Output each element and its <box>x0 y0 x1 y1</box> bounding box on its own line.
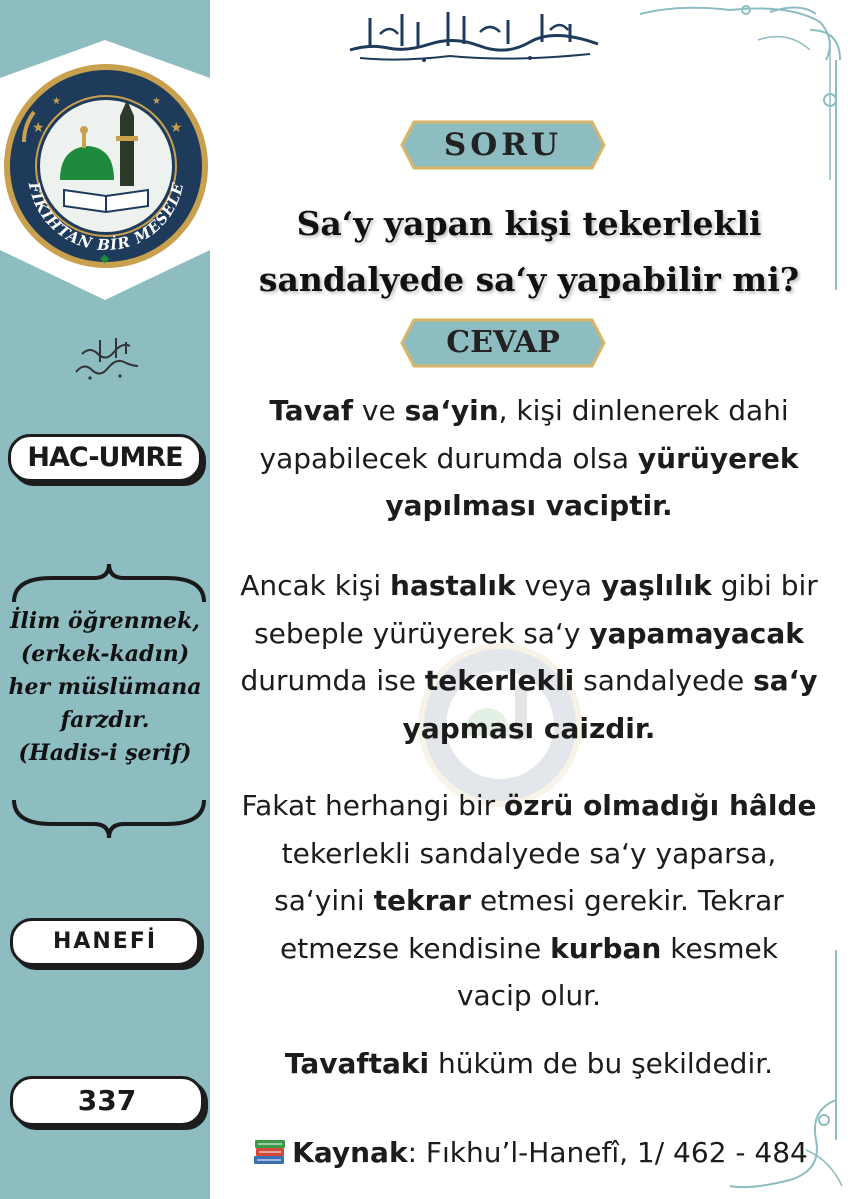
answer-paragraph-4 <box>210 1040 848 1088</box>
hadith-line: farzdır. <box>60 707 150 733</box>
hadith-line: (erkek-kadın) <box>20 641 190 667</box>
answer-banner-label: CEVAP <box>446 325 560 360</box>
answer-line: Tavaftaki hüküm de bu şekildedir. <box>284 1047 774 1080</box>
hadith-line: (Hadis-i şerif) <box>18 740 192 766</box>
answer-paragraph-2 <box>210 562 848 752</box>
answer-line: vacip olur. <box>456 979 602 1012</box>
svg-text:★: ★ <box>152 96 161 107</box>
fikihtan-bir-mesele-logo <box>2 62 210 270</box>
curly-brace-top <box>12 560 206 604</box>
answer-line: yapması caizdir. <box>402 711 656 745</box>
logo-text: FIKIHTAN BİR MESELE <box>24 180 188 255</box>
sidebar <box>0 0 210 1199</box>
question-banner <box>400 120 606 170</box>
answer-line: yapabilecek durumda olsa yürüyerek <box>259 441 799 475</box>
issue-number-badge: 337 <box>10 1076 204 1126</box>
category-badge: HAC-UMRE <box>8 434 202 482</box>
sallallahu-calligraphy-icon <box>70 332 144 384</box>
curly-brace-bottom <box>12 798 206 842</box>
books-icon <box>252 1136 288 1166</box>
svg-text:◆: ◆ <box>100 251 110 265</box>
source-label: Kaynak <box>292 1136 408 1169</box>
answer-line: Tavaf ve sa‘yin, kişi dinlenerek dahi <box>269 394 789 427</box>
answer-line: yapılması vaciptir. <box>385 489 673 522</box>
answer-line: sebeple yürüyerek sa‘y yapamayacak <box>254 616 804 650</box>
question-text <box>230 196 828 308</box>
main-content <box>210 0 848 1199</box>
hadith-quote <box>0 605 210 770</box>
answer-line: Ancak kişi hastalık veya yaşlılık gibi bir <box>240 569 818 602</box>
svg-text:★: ★ <box>32 120 45 136</box>
hadith-line: her müslümana <box>8 674 202 700</box>
answer-line: etmezse kendisine kurban kesmek <box>280 931 778 965</box>
svg-text:★: ★ <box>170 120 183 136</box>
answer-line: sa‘yini tekrar etmesi gerekir. Tekrar <box>274 884 784 917</box>
question-banner-label: SORU <box>443 127 563 163</box>
answer-line: tekerlekli sandalyede sa‘y yaparsa, <box>281 836 777 870</box>
question-line: Sa‘y yapan kişi tekerlekli <box>296 204 762 243</box>
hadith-line: İlim öğrenmek, <box>10 608 200 634</box>
madhhab-badge: HANEFİ <box>10 918 200 966</box>
answer-line: durumda ise tekerlekli sandalyede sa‘y <box>240 664 818 697</box>
source-text: : Fıkhu’l-Hanefî, 1/ 462 - 484 <box>407 1136 808 1169</box>
svg-text:★: ★ <box>52 96 61 107</box>
answer-banner <box>400 318 606 368</box>
besmele-calligraphy-icon <box>340 4 610 66</box>
answer-paragraph-3 <box>210 782 848 1020</box>
answer-line: Fakat herhangi bir özrü olmadığı hâlde <box>241 789 817 822</box>
question-line: sandalyede sa‘y yapabilir mi? <box>258 260 800 299</box>
source-citation <box>230 1132 830 1174</box>
answer-paragraph-1 <box>210 387 848 530</box>
